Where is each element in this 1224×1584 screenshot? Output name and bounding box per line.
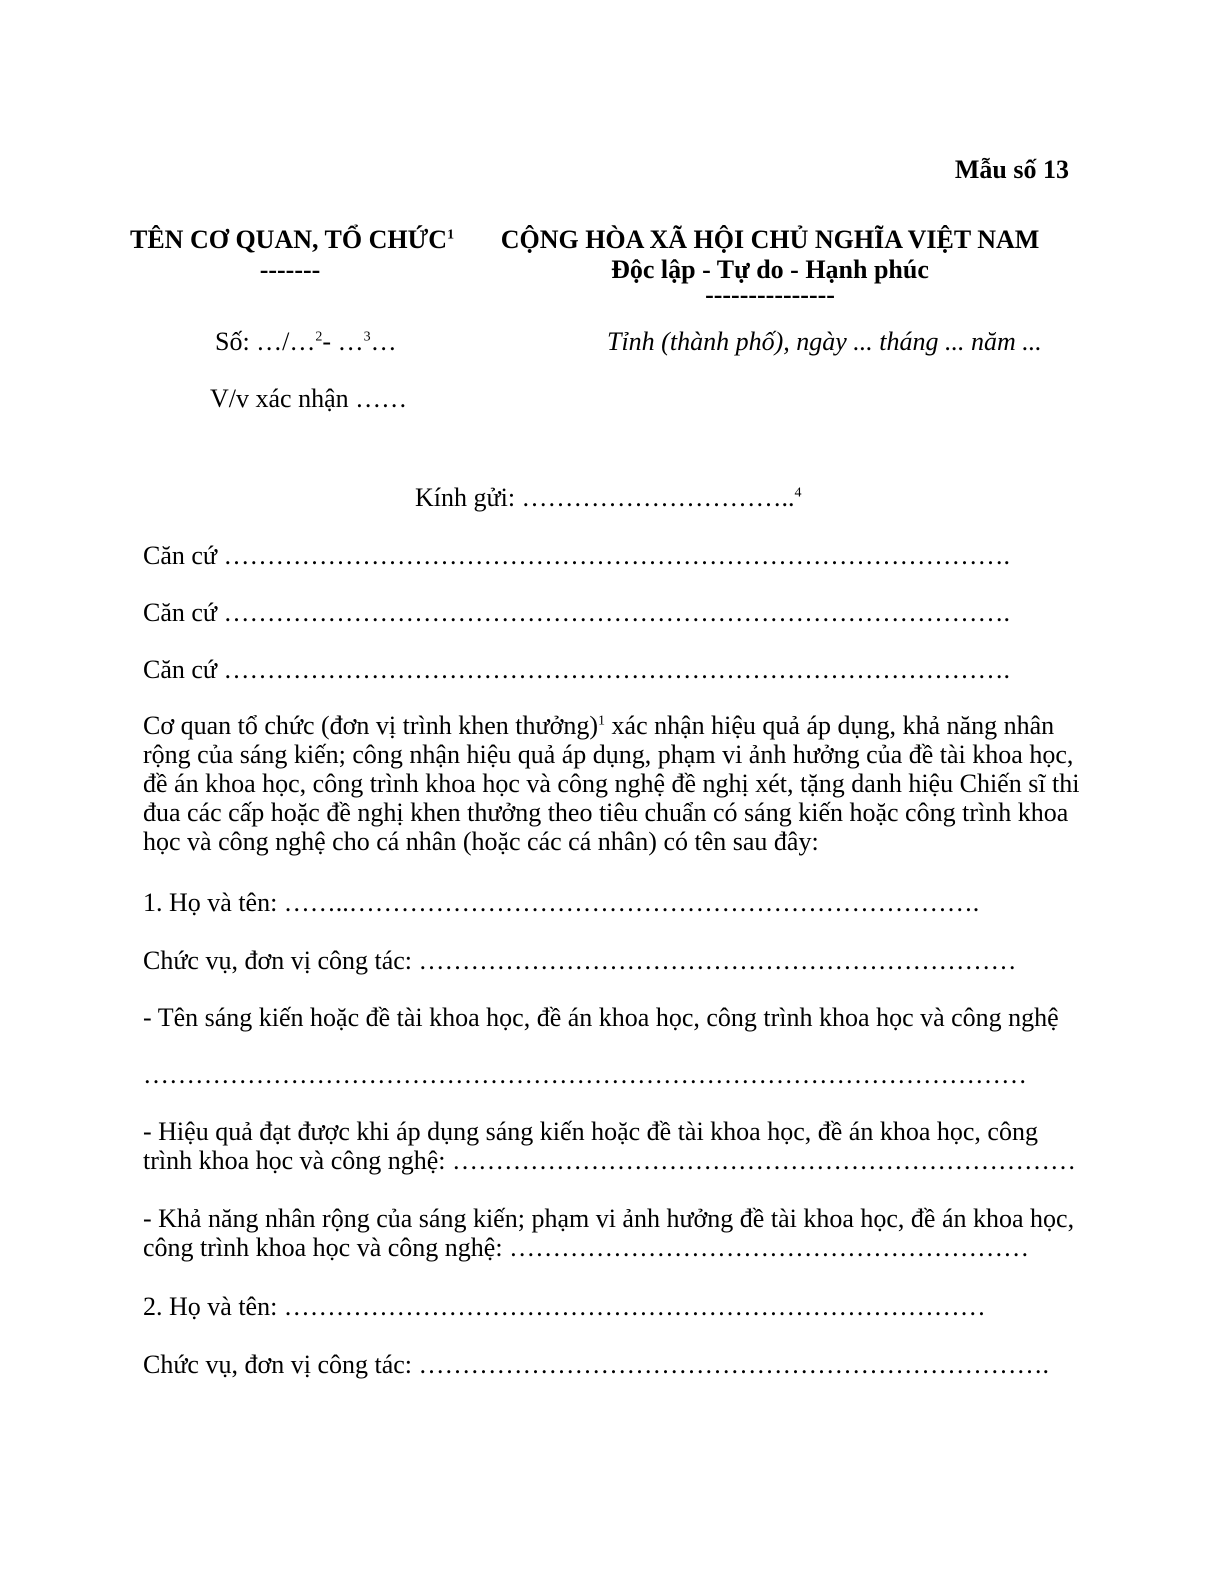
recipient-text: Kính gửi: …………………………..	[415, 483, 795, 512]
person-1-effect: - Hiệu quả đạt được khi áp dụng sáng kiến hoặc đề tài khoa học, đề án khoa học, công trình khoa học và công nghệ: ………………………………………………………………	[143, 1117, 1077, 1175]
legal-basis-1: Căn cứ ……………………………………………………………………………….	[143, 541, 1011, 570]
person-1-position: Chức vụ, đơn vị công tác: ……………………………………………………………	[143, 946, 1017, 975]
form-number: Mẫu số 13	[954, 155, 1069, 184]
national-header-block	[490, 225, 1050, 309]
recipient-line	[415, 483, 802, 513]
person-1-work-title: - Tên sáng kiến hoặc đề tài khoa học, đề án khoa học, công trình khoa học và công nghệ	[143, 1003, 1059, 1032]
footnote-ref-2: 2	[315, 329, 323, 345]
intro-part1: Cơ quan tổ chức (đơn vị trình khen thưởng)	[143, 711, 599, 740]
person-2-position: Chức vụ, đơn vị công tác: ……………………………………………………………….	[143, 1350, 1050, 1379]
footnote-ref-intro: 1	[598, 713, 606, 729]
intro-paragraph	[143, 711, 1093, 856]
person-1-work-dots: …………………………………………………………………………………………	[143, 1060, 1027, 1089]
intro-part2: xác nhận hiệu quả áp dụng, khả năng nhân rộng của sáng kiến; công nhận hiệu quả áp dụng, phạm vi ảnh hưởng của đề tài khoa học, đề án khoa học, công trình khoa học và công nghệ đề nghị xét, tặng danh hiệu Chiến sĩ thi đua các cấp hoặc đề nghị khen thưởng theo tiêu chuẩn có sáng kiến hoặc công trình khoa học và công nghệ cho cá nhân (hoặc các cá nhân) có tên sau đây:	[143, 711, 1080, 856]
country-name: CỘNG HÒA XÃ HỘI CHỦ NGHĨA VIỆT NAM	[500, 225, 1040, 254]
organization-divider: -------	[259, 255, 321, 284]
footnote-ref-3: 3	[363, 329, 371, 345]
motto-divider: ---------------	[705, 280, 835, 309]
legal-basis-3: Căn cứ ……………………………………………………………………………….	[143, 655, 1011, 684]
document-number-middle: - …	[322, 327, 364, 356]
legal-basis-2: Căn cứ ……………………………………………………………………………….	[143, 598, 1011, 627]
subject-line: V/v xác nhận ……	[210, 384, 408, 413]
document-number-suffix: …	[370, 327, 397, 356]
person-1-scope: - Khả năng nhân rộng của sáng kiến; phạm vi ảnh hưởng đề tài khoa học, đề án khoa học, công trình khoa học và công nghệ: ……………………………………………………	[143, 1204, 1075, 1262]
organization-name: TÊN CƠ QUAN, TỔ CHỨC	[130, 225, 448, 254]
footnote-ref-1: 1	[447, 227, 455, 243]
document-number	[215, 327, 397, 357]
person-1-name: 1. Họ và tên: ……..……………………………………………………………….	[143, 888, 980, 917]
organization-block	[130, 225, 455, 285]
footnote-ref-4: 4	[794, 485, 802, 501]
person-2-name: 2. Họ và tên: ………………………………………………………………………	[143, 1292, 986, 1321]
document-number-prefix: Số: …/…	[215, 327, 316, 356]
national-motto: Độc lập - Tự do - Hạnh phúc	[611, 255, 929, 284]
place-date: Tỉnh (thành phố), ngày ... tháng ... năm ...	[607, 327, 1042, 356]
